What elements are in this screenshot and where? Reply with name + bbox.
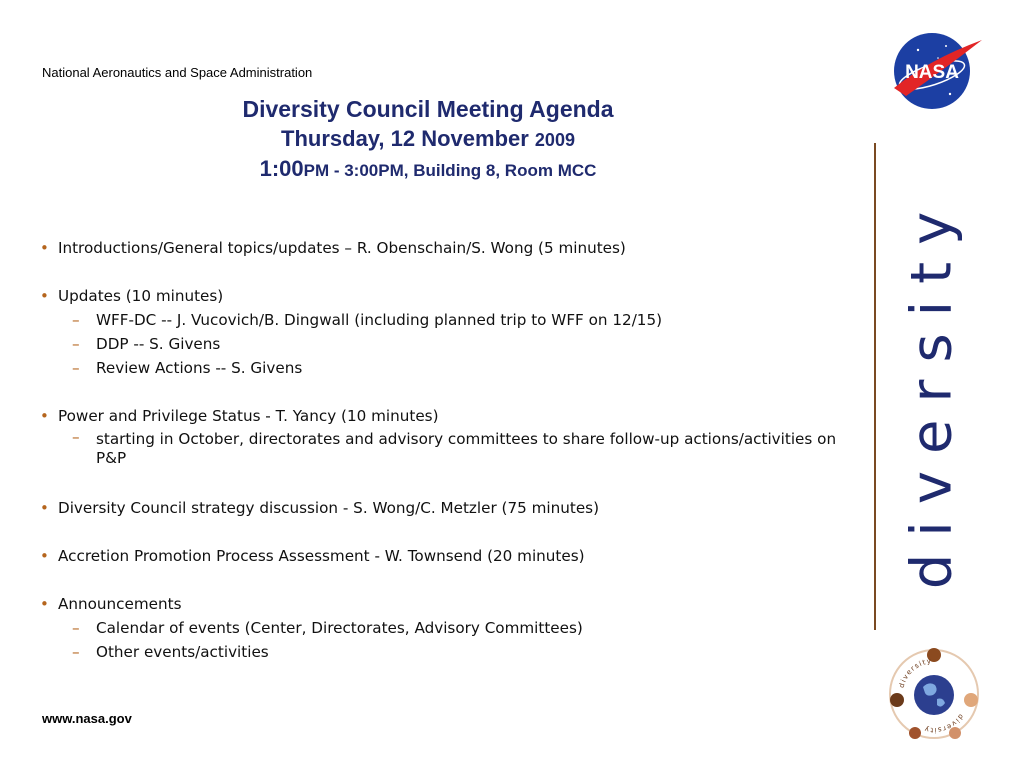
title-line-1: Diversity Council Meeting Agenda (242, 96, 614, 122)
sub-item-text: Calendar of events (Center, Directorates, Advisory Committees) (96, 619, 583, 637)
sub-item (58, 356, 870, 380)
dash-icon: – (72, 428, 80, 446)
meeting-time-location: PM - 3:00PM, Building 8, Room MCC (303, 161, 597, 180)
agenda-item-text: Power and Privilege Status - T. Yancy (10 minutes) (58, 407, 439, 425)
sub-item (58, 332, 870, 356)
meeting-date: Thursday, 12 November (281, 126, 535, 151)
title-line-3 (120, 155, 736, 185)
agency-name: National Aeronautics and Space Administration (42, 65, 313, 80)
diversity-globe-logo (885, 645, 983, 743)
agenda-item-text: Updates (10 minutes) (58, 287, 224, 305)
title-line-2 (120, 124, 736, 155)
sidebar-divider (874, 143, 876, 630)
agenda-item (40, 404, 870, 472)
bullet-icon: • (40, 595, 49, 613)
nasa-logo-text: NASA (905, 62, 959, 83)
agenda-item (40, 284, 870, 380)
dash-icon: – (72, 311, 80, 329)
agenda-item (40, 496, 870, 520)
nasa-meatball-logo (888, 30, 984, 112)
sub-item-text: starting in October, directorates and advisory committees to share follow-up actions/activities on P&P (96, 430, 837, 467)
dash-icon: – (72, 359, 80, 377)
sub-item-text: Other events/activities (96, 643, 269, 661)
agenda-item-text: Accretion Promotion Process Assessment - W. Townsend (20 minutes) (58, 547, 585, 565)
sub-item (58, 428, 870, 472)
bullet-icon: • (40, 287, 49, 305)
dash-icon: – (72, 335, 80, 353)
sub-item-text: DDP -- S. Givens (96, 335, 221, 353)
meeting-year: 2009 (534, 130, 575, 150)
bullet-icon: • (40, 547, 49, 565)
sub-list (58, 616, 870, 664)
agenda-item (40, 544, 870, 568)
meeting-start-time: 1:00 (259, 156, 304, 181)
agenda-item (40, 592, 870, 664)
agenda-item (40, 236, 870, 260)
sub-list (58, 428, 870, 472)
sub-item (58, 640, 870, 664)
sub-item (58, 308, 870, 332)
bullet-icon: • (40, 499, 49, 517)
agenda-item-text: Diversity Council strategy discussion - S. Wong/C. Metzler (75 minutes) (58, 499, 600, 517)
ring-text-bottom: diversity (922, 712, 966, 735)
sub-item (58, 616, 870, 640)
diversity-vertical-text: diversity (899, 194, 965, 590)
dash-icon: – (72, 619, 80, 637)
sub-item-text: WFF-DC -- J. Vucovich/B. Dingwall (including planned trip to WFF on 12/15) (96, 311, 663, 329)
agenda-title (120, 95, 736, 185)
agenda-item-text: Announcements (58, 595, 182, 613)
agenda-list (40, 236, 870, 664)
sub-list (58, 308, 870, 380)
dash-icon: – (72, 643, 80, 661)
sub-item-text: Review Actions -- S. Givens (96, 359, 303, 377)
website-link[interactable]: www.nasa.gov (42, 711, 132, 726)
ring-text-top: diversity (897, 656, 933, 689)
agenda-item-text: Introductions/General topics/updates – R. Obenschain/S. Wong (5 minutes) (58, 239, 626, 257)
bullet-icon: • (40, 407, 49, 425)
bullet-icon: • (40, 239, 49, 257)
